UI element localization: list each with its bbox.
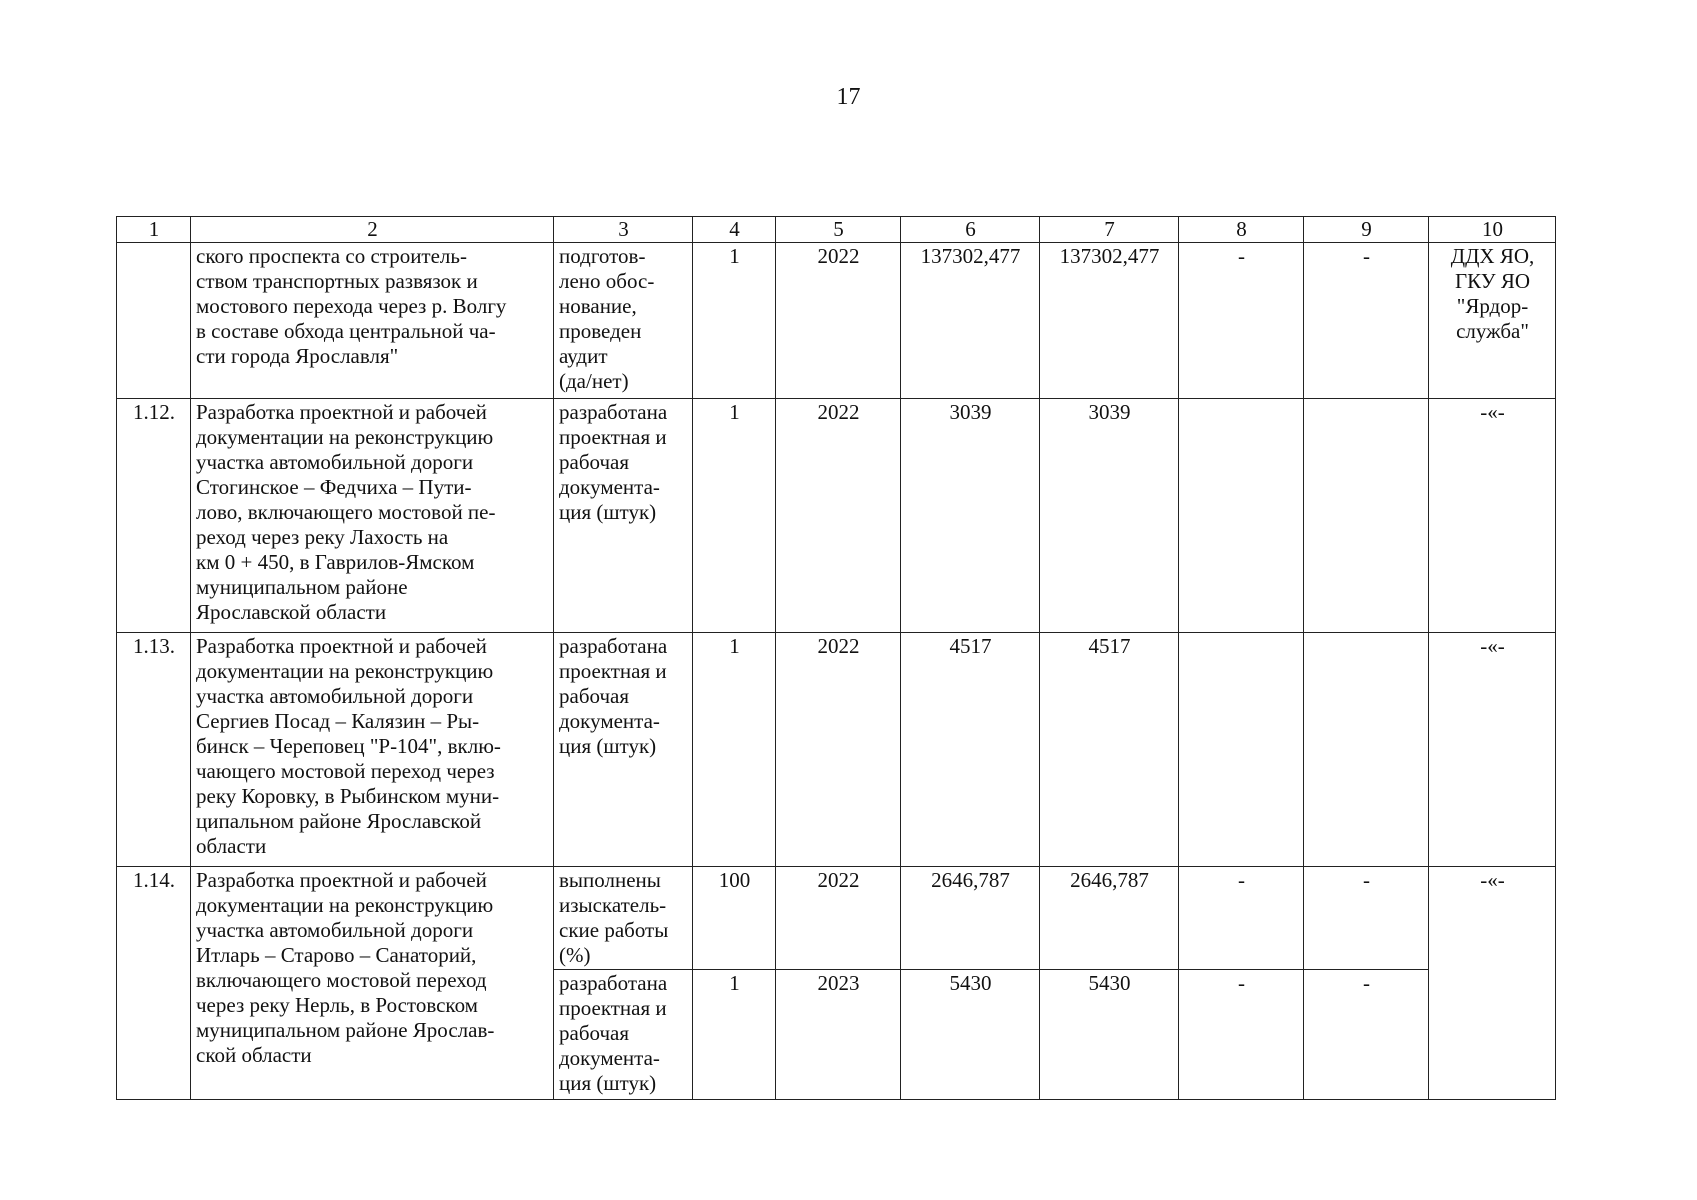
measure-name: Разработка проектной и рабочей документации на реконструкцию участка автомобильной дороги Итларь – Старово – Санаторий, включающего мостовой переход через реку Нерль, в Ростовском муниципальном районе Ярослав- ской области [191, 867, 554, 1100]
column-header-4: 4 [693, 217, 776, 243]
funding-col9 [1304, 399, 1429, 633]
column-header-5: 5 [776, 217, 901, 243]
column-header-9: 9 [1304, 217, 1429, 243]
funding-regional: 4517 [1040, 633, 1179, 867]
funding-regional: 2646,787 [1040, 867, 1179, 970]
funding-col9: - [1304, 970, 1429, 1100]
funding-col8: - [1179, 243, 1304, 399]
executor: -«- [1429, 633, 1556, 867]
result-indicator: выполнены изыскатель- ские работы (%) [554, 867, 693, 970]
funding-col8: - [1179, 970, 1304, 1100]
program-table [116, 216, 1556, 1100]
column-header-6: 6 [901, 217, 1040, 243]
funding-col9: - [1304, 867, 1429, 970]
executor: -«- [1429, 399, 1556, 633]
year: 2022 [776, 867, 901, 970]
indicator-value: 100 [693, 867, 776, 970]
year: 2023 [776, 970, 901, 1100]
column-header-2: 2 [191, 217, 554, 243]
column-header-10: 10 [1429, 217, 1556, 243]
funding-regional: 137302,477 [1040, 243, 1179, 399]
table-row [117, 633, 1556, 867]
row-number: 1.14. [117, 867, 191, 1100]
table-row [117, 867, 1556, 970]
measure-name: Разработка проектной и рабочей документации на реконструкцию участка автомобильной дороги Стогинское – Федчиха – Пути- лово, включающего мостовой пе- реход через реку Лахость на км 0 + 450, в Гаврилов-Ямском муниципальном районе Ярославской области [191, 399, 554, 633]
executor: -«- [1429, 867, 1556, 1100]
year: 2022 [776, 633, 901, 867]
year: 2022 [776, 399, 901, 633]
indicator-value: 1 [693, 399, 776, 633]
funding-total: 137302,477 [901, 243, 1040, 399]
result-indicator: разработана проектная и рабочая документа- ция (штук) [554, 970, 693, 1100]
year: 2022 [776, 243, 901, 399]
page-number-text: 17 [836, 84, 861, 110]
funding-regional: 5430 [1040, 970, 1179, 1100]
indicator-value: 1 [693, 970, 776, 1100]
column-header-7: 7 [1040, 217, 1179, 243]
result-indicator: подготов- лено обос- нование, проведен аудит (да/нет) [554, 243, 693, 399]
funding-col8: - [1179, 867, 1304, 970]
funding-col8 [1179, 633, 1304, 867]
funding-col9: - [1304, 243, 1429, 399]
funding-total: 3039 [901, 399, 1040, 633]
page-number [0, 84, 1697, 111]
funding-total: 5430 [901, 970, 1040, 1100]
table-row [117, 243, 1556, 399]
funding-col9 [1304, 633, 1429, 867]
funding-col8 [1179, 399, 1304, 633]
result-indicator: разработана проектная и рабочая документа- ция (штук) [554, 399, 693, 633]
row-number: 1.13. [117, 633, 191, 867]
column-header-3: 3 [554, 217, 693, 243]
measure-name: Разработка проектной и рабочей документации на реконструкцию участка автомобильной дороги Сергиев Посад – Калязин – Ры- бинск – Череповец "Р-104", вклю- чающего мостовой переход через реку Коровку, в Рыбинском муни- ципальном районе Ярославской области [191, 633, 554, 867]
indicator-value: 1 [693, 633, 776, 867]
column-header-1: 1 [117, 217, 191, 243]
funding-regional: 3039 [1040, 399, 1179, 633]
executor: ДДХ ЯО, ГКУ ЯО "Ярдор- служба" [1429, 243, 1556, 399]
row-number: 1.12. [117, 399, 191, 633]
funding-total: 4517 [901, 633, 1040, 867]
result-indicator: разработана проектная и рабочая документа- ция (штук) [554, 633, 693, 867]
indicator-value: 1 [693, 243, 776, 399]
column-header-8: 8 [1179, 217, 1304, 243]
table-row [117, 399, 1556, 633]
table-header-row [117, 217, 1556, 243]
row-number [117, 243, 191, 399]
measure-name: ского проспекта со строитель- ством транспортных развязок и мостового перехода через р. Волгу в составе обхода центральной ча- сти города Ярославля" [191, 243, 554, 399]
funding-total: 2646,787 [901, 867, 1040, 970]
